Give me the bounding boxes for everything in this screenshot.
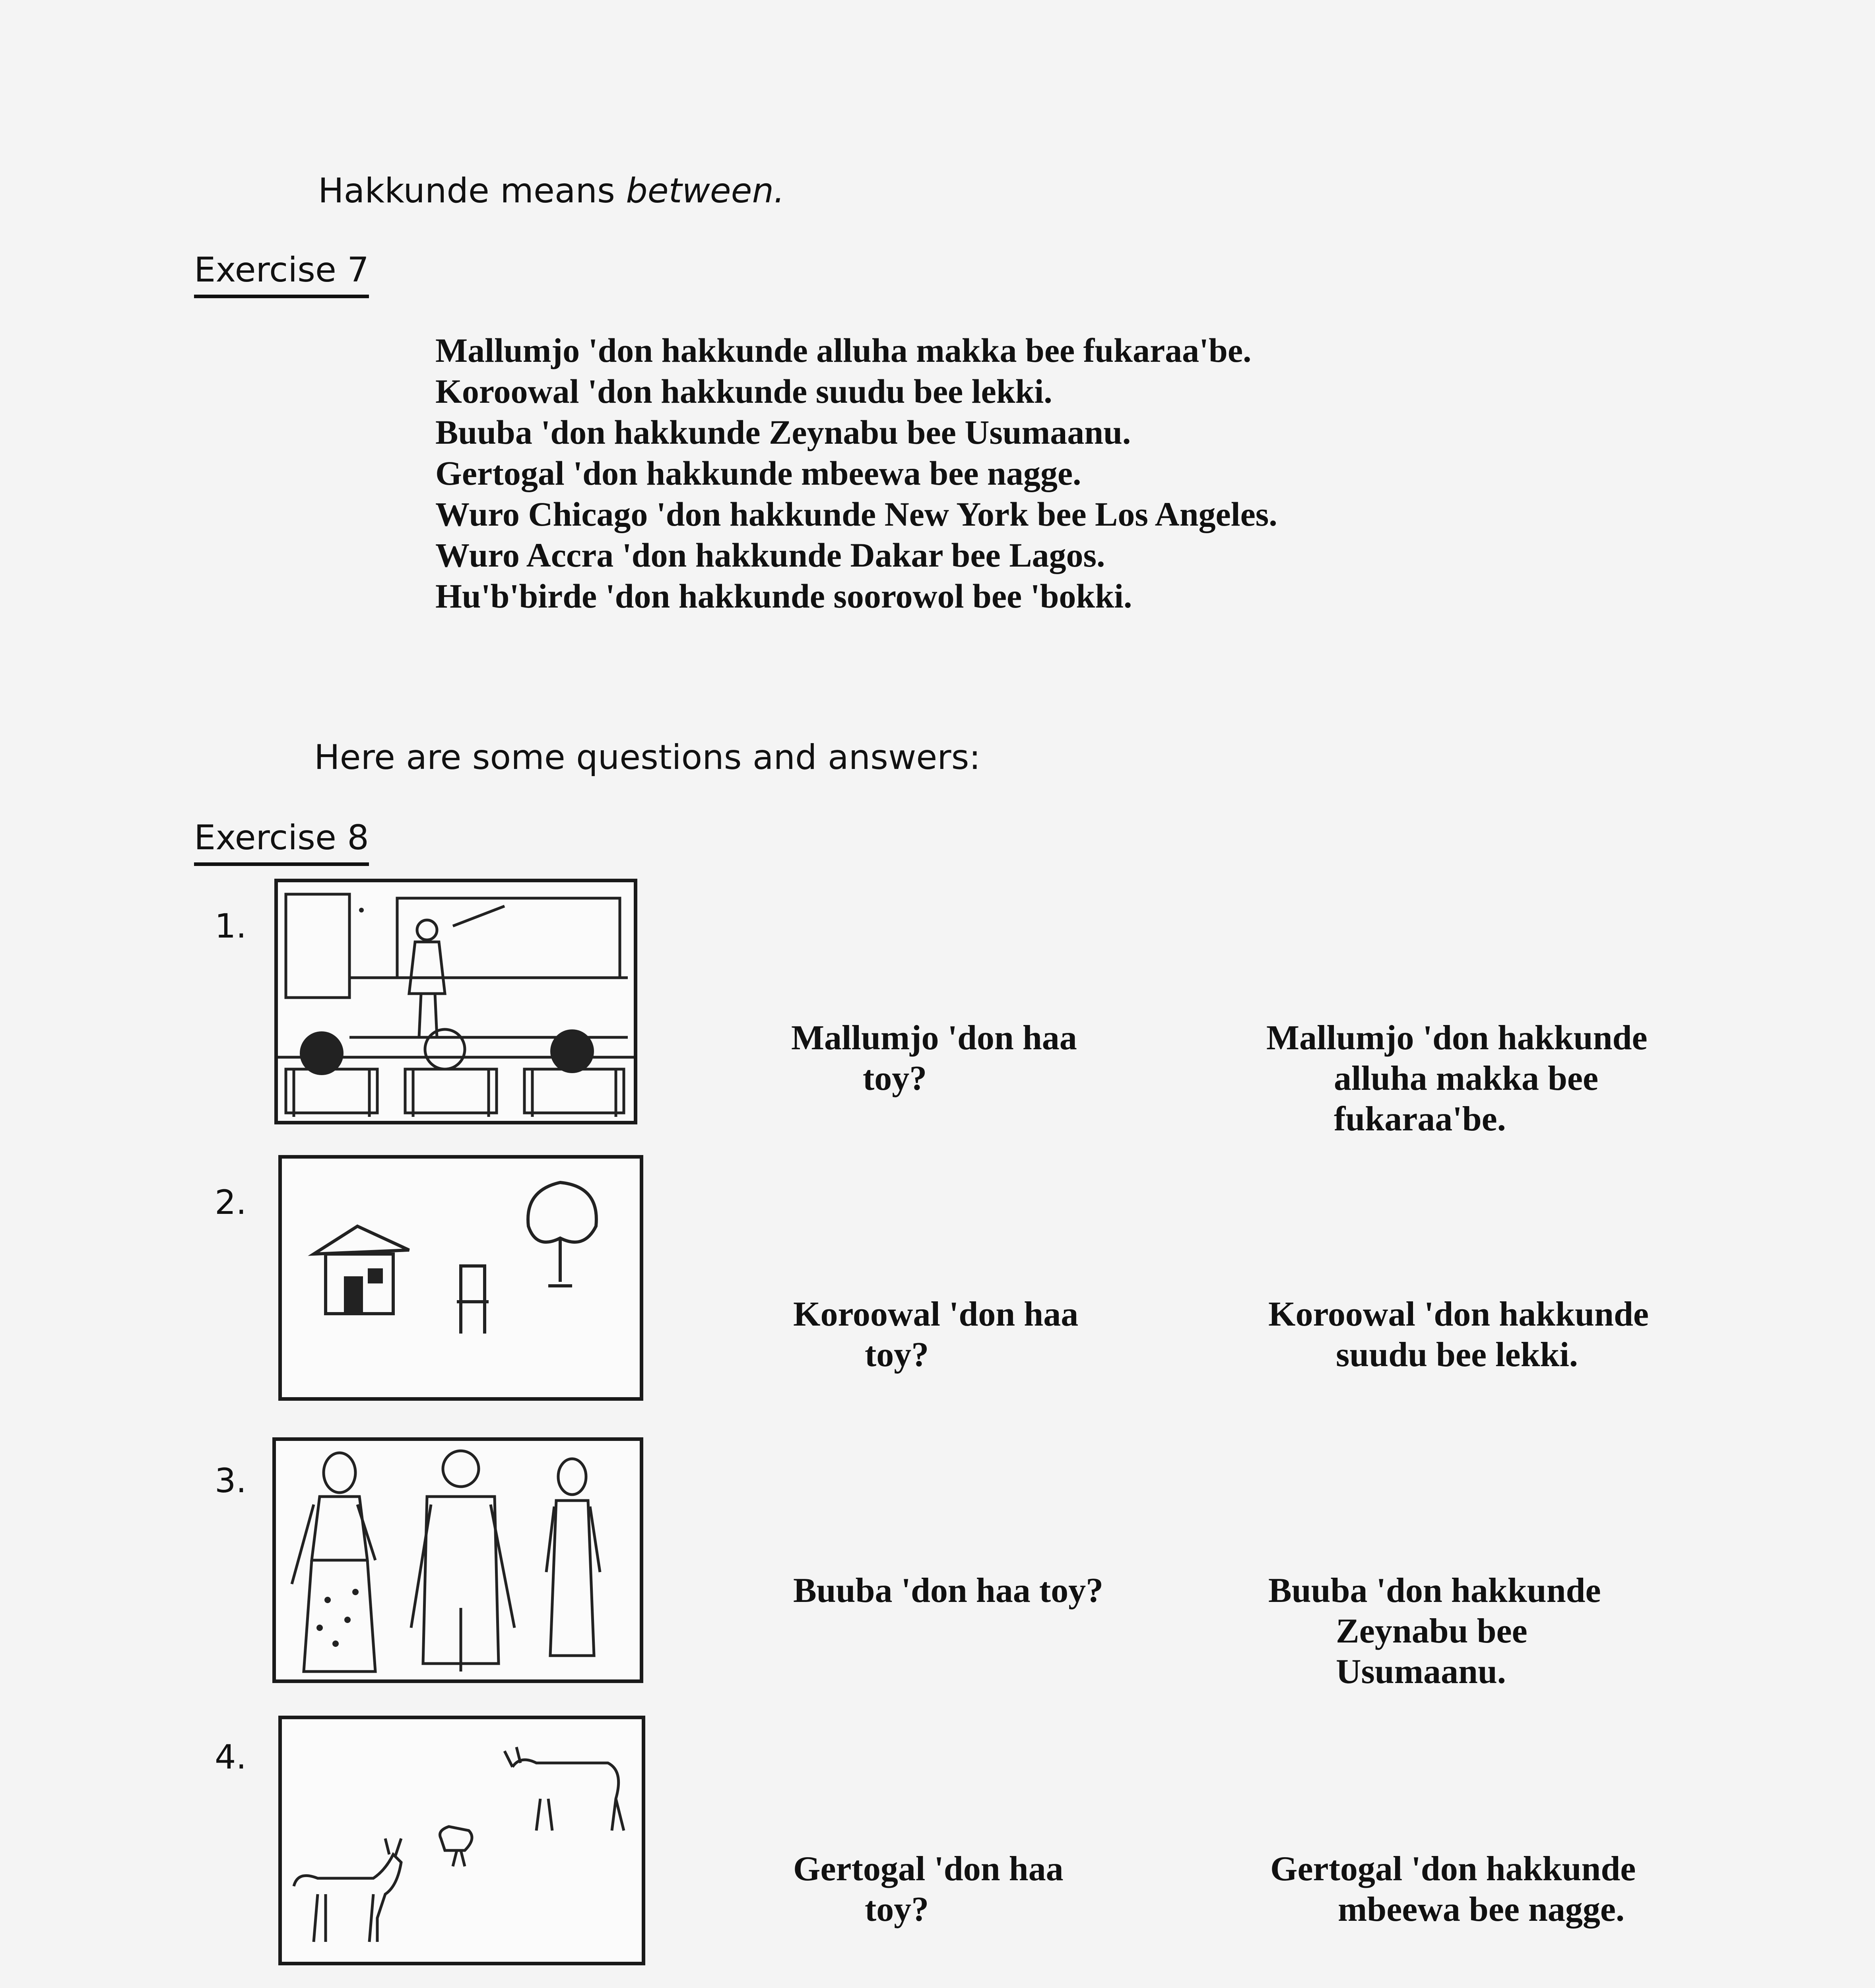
question-3 xyxy=(793,1571,1103,1611)
exercise-8-heading: Exercise 8 xyxy=(194,818,369,866)
exercise-7-sentences xyxy=(435,330,1277,617)
question-4 xyxy=(793,1849,1064,1930)
sentence: Buuba 'don hakkunde Zeynabu bee Usumaanu. xyxy=(435,413,1131,451)
intro-text xyxy=(318,171,784,211)
sentence: Wuro Chicago 'don hakkunde New York bee Los Angeles. xyxy=(435,495,1277,533)
answer-1 xyxy=(1266,1018,1648,1140)
question-line: Buuba 'don haa toy? xyxy=(793,1571,1104,1610)
answer-line: Buuba 'don hakkunde xyxy=(1268,1571,1601,1610)
question-line: toy? xyxy=(865,1890,929,1929)
sentence: Koroowal 'don hakkunde suudu bee lekki. xyxy=(435,372,1052,410)
hut-chair-tree-picture xyxy=(278,1155,643,1401)
answer-line: alluha makka bee xyxy=(1334,1059,1599,1098)
item-number: 3. xyxy=(215,1461,247,1500)
item-number: 1. xyxy=(215,907,247,945)
answer-line: Koroowal 'don hakkunde xyxy=(1268,1295,1649,1334)
answer-line: mbeewa bee nagge. xyxy=(1338,1890,1625,1929)
item-number: 2. xyxy=(215,1183,247,1222)
question-line: Mallumjo 'don haa xyxy=(791,1019,1077,1057)
sentence: Wuro Accra 'don hakkunde Dakar bee Lagos. xyxy=(435,536,1105,574)
sentence: Gertogal 'don hakkunde mbeewa bee nagge. xyxy=(435,454,1081,492)
question-line: Gertogal 'don haa xyxy=(793,1850,1064,1888)
answer-3 xyxy=(1268,1571,1601,1692)
goat-chicken-cow-illustration xyxy=(282,1719,642,1962)
sentence: Hu'b'birde 'don hakkunde soorowol bee 'bokki. xyxy=(435,577,1132,615)
question-line: Koroowal 'don haa xyxy=(793,1295,1079,1334)
exercise-7-heading: Exercise 7 xyxy=(194,250,369,298)
hut-chair-tree-illustration xyxy=(282,1159,640,1397)
classroom-illustration xyxy=(278,882,634,1121)
answer-line: suudu bee lekki. xyxy=(1336,1336,1578,1374)
question-line: toy? xyxy=(863,1059,927,1098)
answer-4 xyxy=(1270,1849,1636,1930)
three-people-illustration xyxy=(276,1441,640,1679)
answer-2 xyxy=(1268,1294,1649,1375)
question-2 xyxy=(793,1294,1078,1375)
question-line: toy? xyxy=(865,1336,929,1374)
classroom-picture xyxy=(274,879,637,1124)
sentence: Mallumjo 'don hakkunde alluha makka bee fukaraa'be. xyxy=(435,331,1252,369)
answer-line: Gertogal 'don hakkunde xyxy=(1270,1850,1636,1888)
answer-line: Zeynabu bee xyxy=(1336,1612,1528,1650)
three-people-picture xyxy=(272,1437,643,1683)
item-number: 4. xyxy=(215,1738,247,1776)
question-1 xyxy=(791,1018,1077,1099)
intro-prefix: Hakkunde means xyxy=(318,171,626,211)
answer-line: fukaraa'be. xyxy=(1334,1100,1506,1138)
answer-line: Usumaanu. xyxy=(1336,1652,1506,1691)
qa-intro-text: Here are some questions and answers: xyxy=(314,738,981,777)
intro-emphasis: between. xyxy=(626,171,785,211)
goat-chicken-cow-picture xyxy=(278,1716,645,1965)
answer-line: Mallumjo 'don hakkunde xyxy=(1266,1019,1648,1057)
